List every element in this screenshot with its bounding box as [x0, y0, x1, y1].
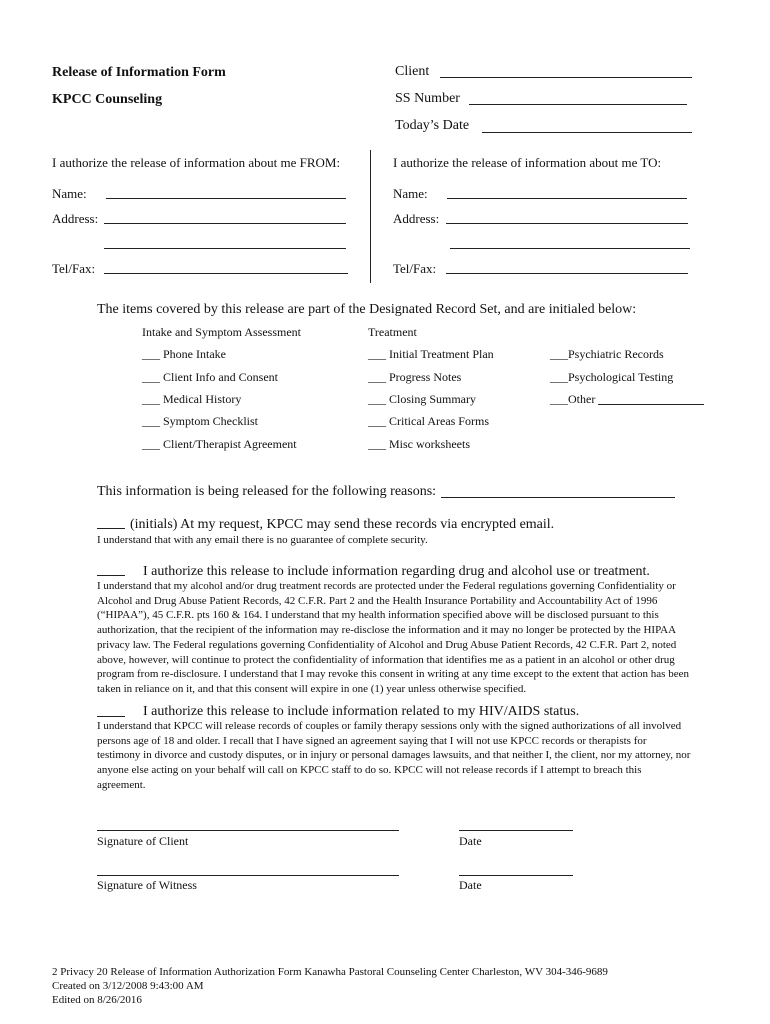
hiv-heading: I authorize this release to include information related to my HIV/AIDS status. [143, 704, 580, 719]
todays-date-label: Today’s Date [395, 118, 470, 133]
record-item-closing-summary[interactable]: ___ Closing Summary [368, 392, 477, 406]
form-title: Release of Information Form [52, 65, 226, 80]
drug-alcohol-line: program from re-disclosure. I understand that I may revoke this consent in writing at any time except to the extent that action has been [97, 668, 689, 681]
hiv-line: I understand that KPCC will release records of couples or family therapy sessions only with the signed authorizations of all involved [97, 720, 682, 732]
drug-alcohol-line: authorization, that the recipient of the information may re-disclose the information and it may no longer be protected by the HIPAA [97, 624, 677, 637]
witness-date-field[interactable] [459, 875, 573, 876]
ss-number-label: SS Number [395, 91, 460, 106]
footer-edited: Edited on 8/26/2016 [52, 994, 142, 1006]
footer-created: Created on 3/12/2008 9:43:00 AM [52, 980, 204, 992]
client-signature-label: Signature of Client [97, 834, 189, 848]
record-item-other[interactable]: ___Other [550, 392, 596, 406]
reasons-field[interactable] [441, 497, 675, 498]
witness-signature-field[interactable] [97, 875, 399, 876]
from-telfax-field[interactable] [104, 273, 348, 274]
witness-date-label: Date [459, 878, 482, 892]
email-initials-field[interactable] [97, 528, 125, 529]
drug-alcohol-line: taken in reliance on it, and that this consent will expire in one (1) year unless otherwise specified. [97, 682, 527, 695]
record-item-client-info[interactable]: ___ Client Info and Consent [142, 370, 278, 384]
drug-alcohol-line: I understand that my alcohol and/or drug treatment records are protected under the Federal regulations governing Confidentiality or [97, 580, 676, 592]
drug-alcohol-line: privacy law. The Federal regulations governing Confidentiality of Alcohol and Drug Abuse Patient Records, 42 C.F.R. Part 2, noted [97, 638, 677, 651]
record-item-client-therapist-agreement[interactable]: ___ Client/Therapist Agreement [142, 437, 297, 451]
to-telfax-label: Tel/Fax: [393, 261, 437, 276]
email-security-note: I understand that with any email there is no guarantee of complete security. [97, 534, 428, 546]
record-item-phone-intake[interactable]: ___ Phone Intake [142, 347, 226, 361]
client-label: Client [395, 64, 430, 79]
footer-form-info: 2 Privacy 20 Release of Information Authorization Form Kanawha Pastoral Counseling Center Charleston, WV 304-346-9689 [52, 966, 608, 978]
from-heading: I authorize the release of information about me FROM: [52, 155, 341, 170]
drug-alcohol-paragraph [97, 579, 717, 697]
records-intro: The items covered by this release are part of the Designated Record Set, and are initialed below: [97, 302, 637, 317]
record-item-symptom-checklist[interactable]: ___ Symptom Checklist [142, 414, 259, 428]
from-name-label: Name: [52, 186, 87, 201]
other-specify-field[interactable] [598, 404, 704, 405]
col2-heading: Treatment [368, 325, 417, 339]
to-address-field-1[interactable] [446, 223, 688, 224]
drug-alcohol-line: (“HIPAA”), 45 C.F.R. pts 160 & 164. I understand that my health information specified above will be disclosed pursuant to this [97, 609, 659, 622]
drug-alcohol-initials-field[interactable] [97, 575, 125, 576]
record-item-misc-worksheets[interactable]: ___ Misc worksheets [368, 437, 470, 451]
to-telfax-field[interactable] [446, 273, 688, 274]
client-date-label: Date [459, 834, 482, 848]
drug-alcohol-line: above, however, will continue to protect the confidentiality of information that identifies me as a patient in an alcohol or other drug [97, 653, 675, 666]
record-item-medical-history[interactable]: ___ Medical History [142, 392, 242, 406]
col1-heading: Intake and Symptom Assessment [142, 325, 301, 339]
to-name-field[interactable] [447, 198, 687, 199]
section-divider [370, 150, 371, 283]
hiv-paragraph [97, 719, 717, 793]
to-address-field-2[interactable] [450, 248, 690, 249]
hiv-line: agreement. [97, 778, 146, 791]
to-heading: I authorize the release of information about me TO: [393, 155, 662, 170]
client-field[interactable] [440, 77, 692, 78]
org-name: KPCC Counseling [52, 92, 163, 107]
hiv-line: testimony in divorce and custody disputes, or in injury or personal damages lawsuits, and that neither I, the client, nor my attorney, nor [97, 749, 691, 762]
record-item-psychological-testing[interactable]: ___Psychological Testing [550, 370, 674, 384]
client-date-field[interactable] [459, 830, 573, 831]
from-telfax-label: Tel/Fax: [52, 261, 96, 276]
from-name-field[interactable] [106, 198, 346, 199]
from-address-field-2[interactable] [104, 248, 346, 249]
hiv-line: anyone else acting on your behalf will call on KPCC staff to do so. KPCC will not release records if I attempt to breach this [97, 764, 642, 777]
drug-alcohol-heading: I authorize this release to include information regarding drug and alcohol use or treatment. [143, 564, 650, 579]
record-item-psychiatric[interactable]: ___Psychiatric Records [550, 347, 664, 361]
email-consent-text: (initials) At my request, KPCC may send these records via encrypted email. [130, 517, 555, 532]
record-item-critical-areas[interactable]: ___ Critical Areas Forms [368, 414, 489, 428]
from-address-label: Address: [52, 211, 99, 226]
record-item-progress-notes[interactable]: ___ Progress Notes [368, 370, 462, 384]
drug-alcohol-line: Alcohol and Drug Abuse Patient Records, 42 C.F.R. Part 2 and the Health Insurance Portability and Accountability Act of 1996 [97, 594, 658, 607]
client-signature-field[interactable] [97, 830, 399, 831]
hiv-line: persons age of 18 and older. I recall that I have signed an agreement saying that I will not use KPCC records or therapists for [97, 734, 647, 747]
to-name-label: Name: [393, 186, 428, 201]
ss-number-field[interactable] [469, 104, 687, 105]
todays-date-field[interactable] [482, 132, 692, 133]
from-address-field-1[interactable] [104, 223, 346, 224]
reasons-label: This information is being released for the following reasons: [97, 484, 437, 499]
to-address-label: Address: [393, 211, 440, 226]
record-item-initial-treatment-plan[interactable]: ___ Initial Treatment Plan [368, 347, 494, 361]
hiv-initials-field[interactable] [97, 716, 125, 717]
witness-signature-label: Signature of Witness [97, 878, 197, 892]
